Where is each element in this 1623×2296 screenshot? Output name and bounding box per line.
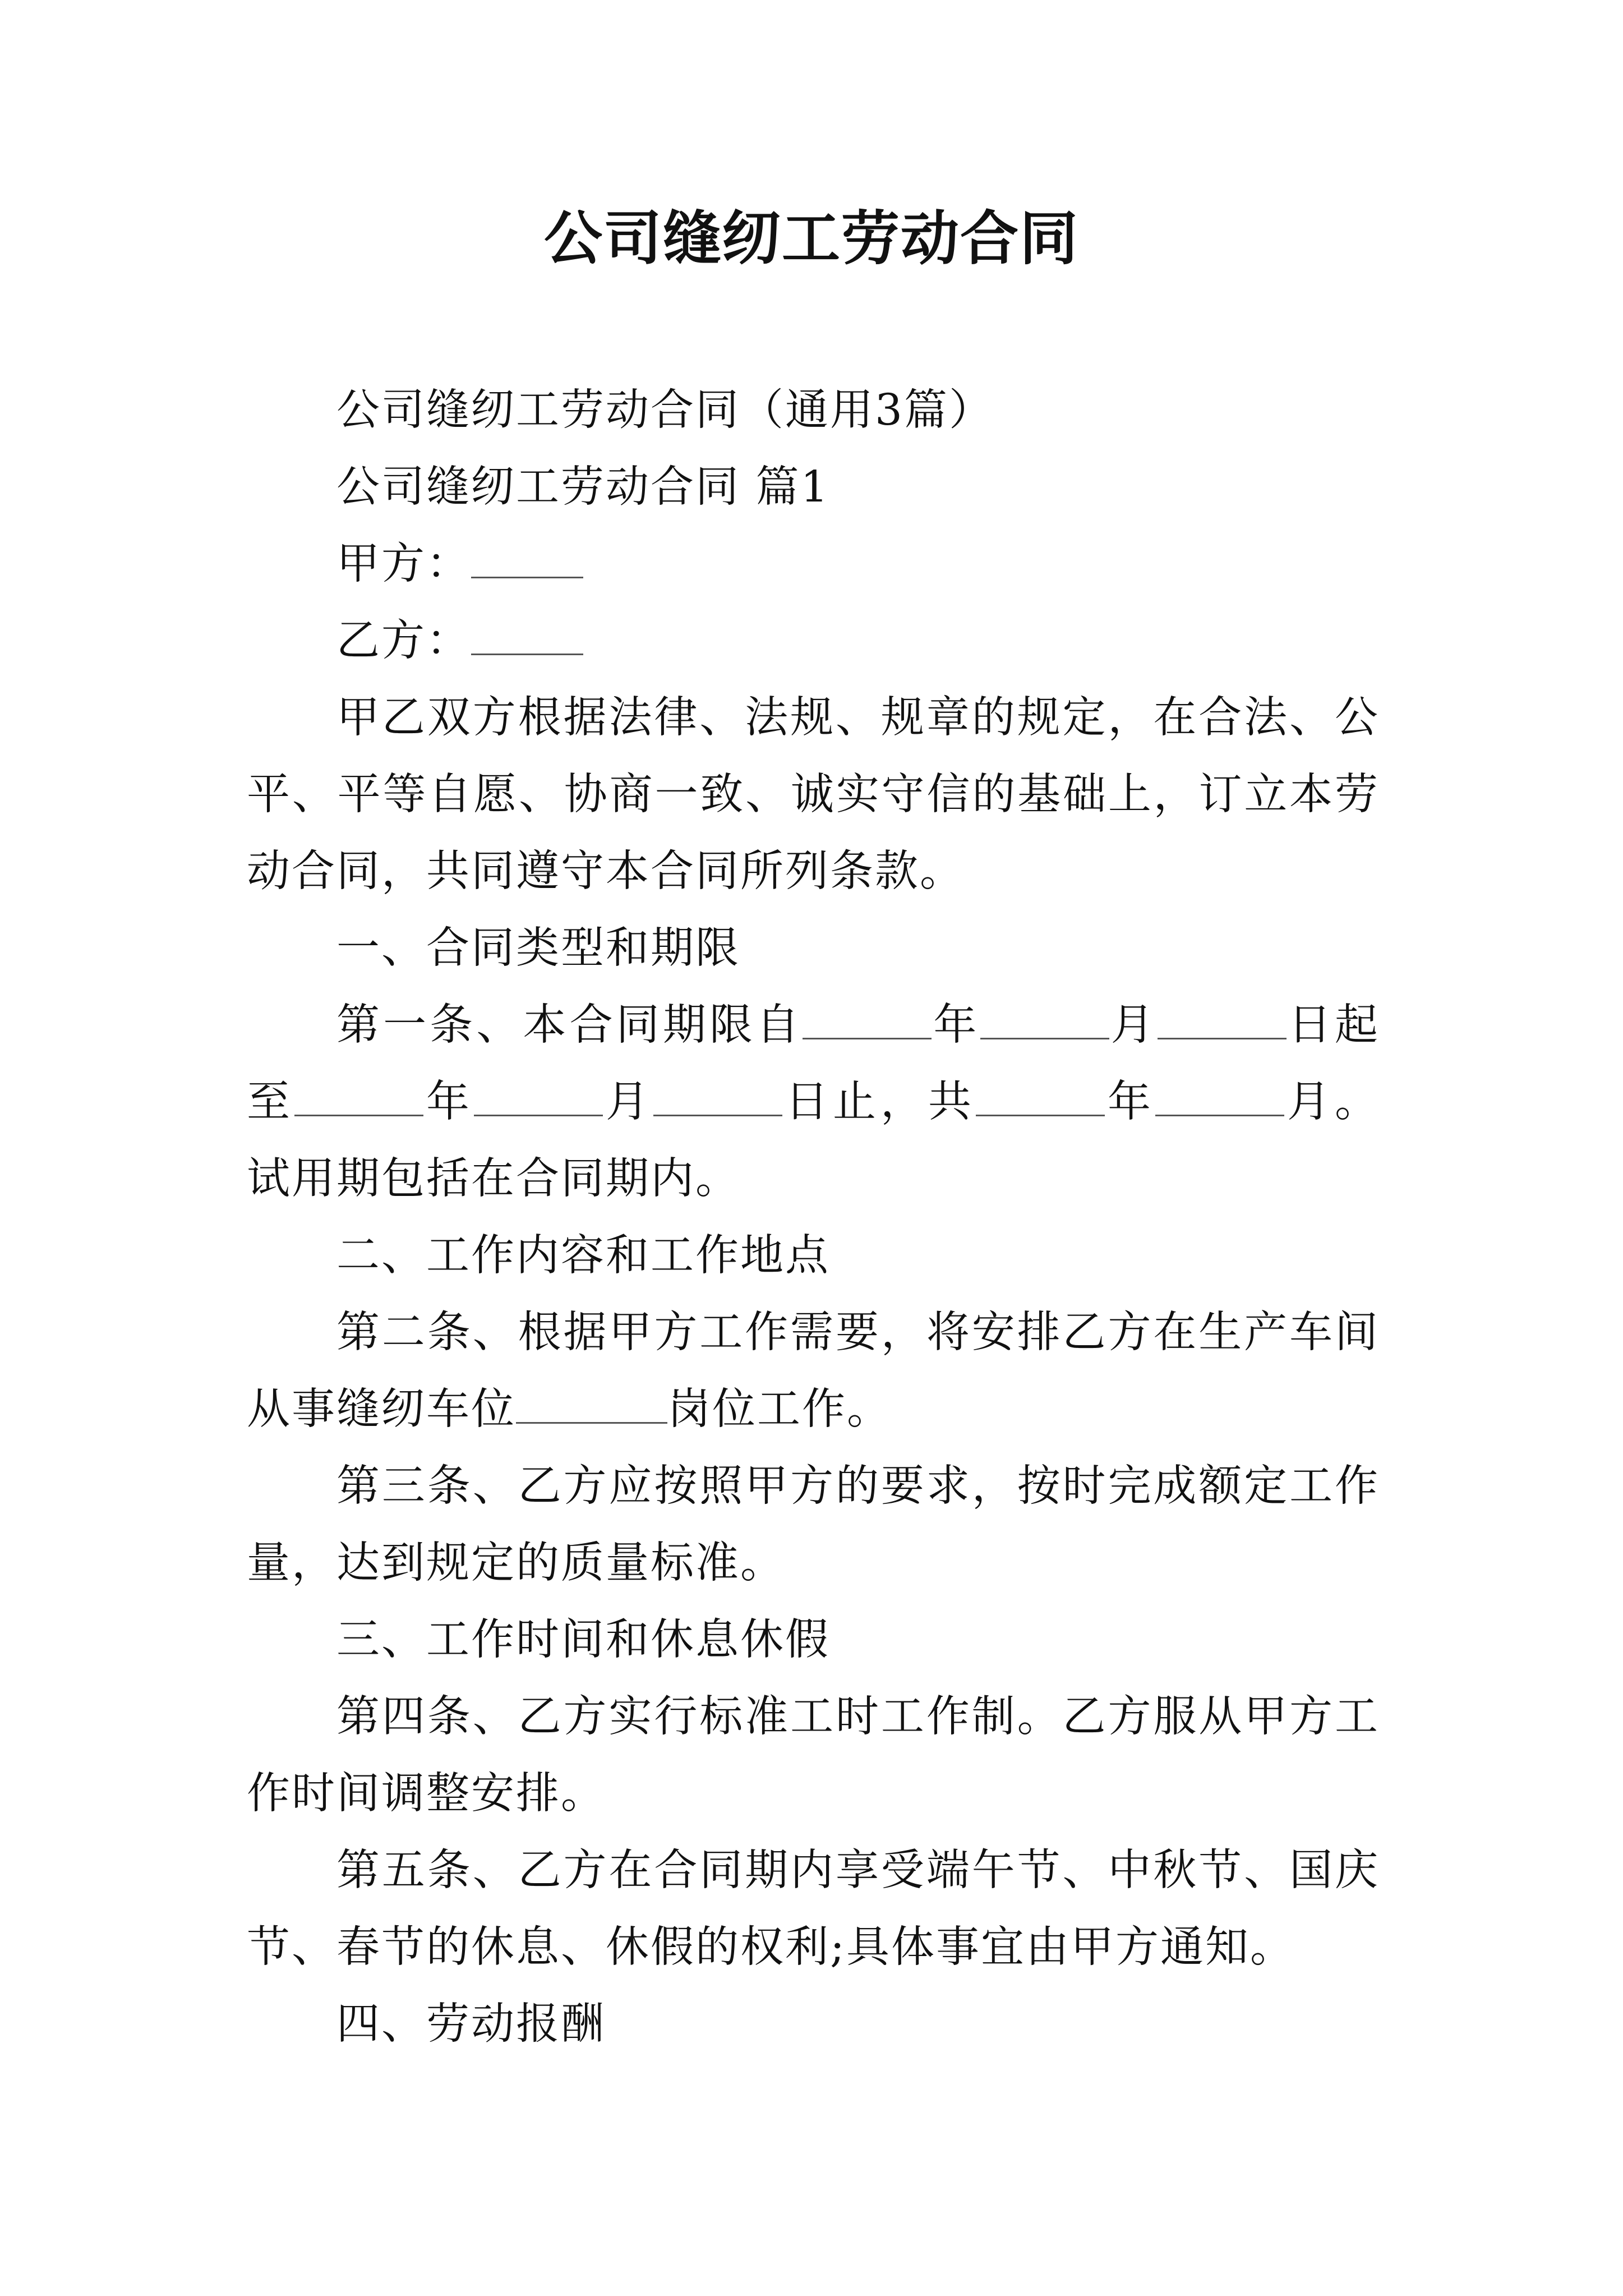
paragraph-text: 乙方： [336,616,471,666]
paragraph-text: 一、合同类型和期限 [336,923,740,973]
blank-fill-line [294,1076,423,1116]
paragraph-text: 公司缝纫工劳动合同（通用3篇） [336,385,994,435]
document-title: 公司缝纫工劳动合同 [543,204,1079,273]
document-body [247,372,1380,2063]
paragraph-text: 第二条、根据甲方工作需要，将安排乙方在生产车间从事缝纫车位 [247,1308,1380,1434]
paragraph-text: 甲方： [336,539,471,589]
paragraph-text: 第一条、本合同期限自 [336,1000,803,1050]
paragraph [247,1448,1380,1602]
paragraph-text: 年 [932,1000,980,1050]
paragraph [247,1678,1380,1832]
blank-fill-line [803,999,932,1039]
paragraph [247,987,1380,1217]
paragraph [247,602,1380,679]
paragraph [247,1832,1380,1986]
blank-fill-line [980,999,1109,1039]
paragraph [247,1986,1380,2063]
paragraph-text: 第三条、乙方应按照甲方的要求，按时完成额定工作量，达到规定的质量标准。 [247,1461,1380,1588]
paragraph-text: 四、劳动报酬 [336,1999,606,2049]
paragraph [247,910,1380,987]
paragraph-text: 日起至 [247,1000,1380,1127]
blank-fill-line [471,615,583,655]
paragraph-text: 月 [1109,1000,1158,1050]
paragraph-text: 日止，共 [782,1077,976,1127]
paragraph-text: 公司缝纫工劳动合同 篇1 [336,462,830,512]
paragraph-text: 岗位工作。 [667,1384,892,1434]
paragraph [247,1602,1380,1678]
blank-fill-line [1155,1076,1284,1116]
paragraph-text: 第四条、乙方实行标准工时工作制。乙方服从甲方工作时间调整安排。 [247,1692,1380,1819]
paragraph [247,679,1380,910]
paragraph-text: 二、工作内容和工作地点 [336,1231,830,1281]
blank-fill-line [1158,999,1287,1039]
paragraph [247,449,1380,526]
paragraph [247,1217,1380,1294]
paragraph-text: 甲乙双方根据法律、法规、规章的规定，在合法、公平、平等自愿、协商一致、诚实守信的基础上，订立本劳动合同，共同遵守本合同所列条款。 [247,693,1380,896]
paragraph-text: 月 [603,1077,653,1127]
paragraph-text: 月。试用期包括在合同期内。 [247,1077,1380,1204]
paragraph-text: 三、工作时间和休息休假 [336,1615,830,1665]
blank-fill-line [474,1076,603,1116]
blank-fill-line [653,1076,782,1116]
blank-fill-line [471,538,583,578]
paragraph-text: 年 [423,1077,474,1127]
paragraph [247,1294,1380,1448]
paragraph-text: 第五条、乙方在合同期内享受端午节、中秋节、国庆节、春节的休息、休假的权利;具体事宜由甲方通知。 [247,1846,1380,1972]
blank-fill-line [976,1076,1105,1116]
blank-fill-line [516,1383,667,1424]
paragraph-text: 年 [1105,1077,1155,1127]
paragraph [247,526,1380,602]
paragraph [247,372,1380,449]
